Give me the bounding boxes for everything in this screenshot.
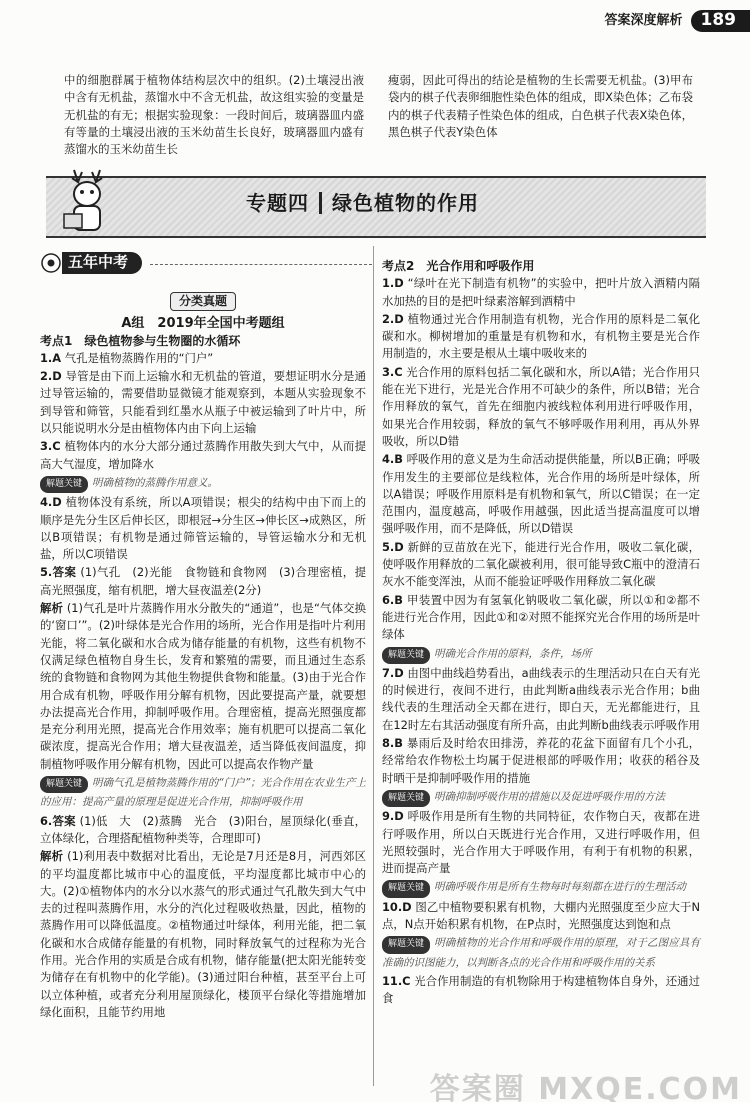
five-year-rule <box>150 264 372 265</box>
analysis-item: 解析 (1)气孔是叶片蒸腾作用水分散失的“通道”，也是“气体交换的‘窗口’”。(2)叶绿体是光合作用的场所，光合作用是指叶片利用光能，将二氧化碳和水合成为储存能量的有机物，这些有机物不仅满足绿色植物自身生长，发育和繁殖的需要，而且通过生态系统的食物链和食物网为其他生物提供食物和能量。(3)由于光合作用合成有机物，呼吸作用分解有机物，因此要提高产量，就要想办法提高光合作用，抑制呼吸作用。合理密植，提高光照强度都是充分利用光照，提高光合作用效率；施有机肥可以提高二氧化碳浓度，提高光合作用；增大昼夜温差，适当降低夜间温度，抑制植物呼吸作用分解有机物，因此可以提高农作物产量 <box>40 601 366 771</box>
right-column <box>382 258 700 1008</box>
five-year-tag <box>40 252 142 274</box>
answer-item: 11.C 光合作用制造的有机物除用于构建植物体自身外，还通过食 <box>382 973 700 1006</box>
flower-icon <box>40 252 62 274</box>
answer-item: 3.C 光合作用的原料包括二氧化碳和水，所以A错；光合作用只能在光下进行，光是光合作用不可缺少的条件，所以B错；光合作用释放的氧气，首先在细胞内被线粒体利用进行呼吸作用，如果光合作用较弱，释放的氧气不够呼吸作用利用，再从外界吸收，所以D错 <box>382 364 700 448</box>
category-pill: 分类真题 <box>170 292 236 311</box>
key-point-badge-icon: 解题关键 <box>382 936 430 953</box>
answer-item: 9.D 呼吸作用是所有生物的共同特征，农作物白天，夜都在进行呼吸作用，所以白天既进行光合作用，又进行呼吸作用，但光照较强时，光合作用大于呼吸作用，有利于有机物的积累，进而提高产量 <box>382 809 700 876</box>
key-point-note: 解题关键 明确气孔是植物蒸腾作用的“门户”；光合作用在农业生产上的应用：提高产量的原理是促进光合作用，抑制呼吸作用 <box>40 777 366 809</box>
key-point-note: 解题关键 明确抑制呼吸作用的措施以及促进呼吸作用的方法 <box>382 788 700 807</box>
group-heading: A组 2019年全国中考题组 <box>121 316 285 332</box>
answer-item: 3.C 植物体内的水分大部分通过蒸腾作用散失到大气中，从而提高大气湿度，增加降水 <box>40 439 366 471</box>
header-title: 答案深度解析 <box>604 13 683 29</box>
key-point-badge-icon: 解题关键 <box>382 647 430 664</box>
key-point-badge-icon: 解题关键 <box>382 790 430 807</box>
answer-item: 1.A 气孔是植物蒸腾作用的“门户” <box>40 350 214 365</box>
answer-item: 5.答案 (1)气孔 (2)光能 食物链和食物网 (3)合理密植，提高光照强度，缩有机肥，增大昼夜温差(2分) <box>40 565 367 597</box>
key-point-badge-icon: 解题关键 <box>382 880 430 897</box>
answer-item: 7.D 由图中曲线趋势看出，a曲线表示的生理活动只在白天有光的时候进行，夜间不进行，由此判断a曲线表示光合作用；b曲线代表的生理活动全天都在进行，即白天，无光都能进行，且在12时左右其活动强度有所升高，由此判断b曲线表示呼吸作用 <box>382 665 700 732</box>
column-divider <box>373 246 374 1086</box>
answer-item: 6.B 甲装置中因为有氢氧化钠吸收二氧化碳，所以①和②都不能进行光合作用，因此①和②对照不能探究光合作用的场所是叶绿体 <box>382 592 700 642</box>
answer-item: 4.B 呼吸作用的意义是为生命活动提供能量，所以B正确；呼吸作用发生的主要部位是线粒体，光合作用的场所是叶绿体，所以A错误；呼吸作用原料是有机物和氧气，所以C错误；在一定范围内，温度越高，呼吸作用越强，因此适当提高温度可以增强呼吸作用，而不是降低，所以D错误 <box>382 452 700 536</box>
answer-item: 1.D “绿叶在光下制造有机物”的实验中，把叶片放入酒精内隔水加热的目的是把叶绿素溶解到酒精中 <box>382 276 701 308</box>
answer-item: 5.D 新鲜的豆苗放在光下，能进行光合作用，吸收二氧化碳，使呼吸作用释放的二氧化碳被利用，很可能导致C瓶中的澄清石灰水不能变浑浊，从而不能验证呼吸作用释放二氧化碳 <box>382 539 700 589</box>
answer-item: 2.D 植物通过光合作用制造有机物，光合作用的原料是二氧化碳和水。柳树增加的重量是有机物和水，有机物主要是光合作用制造的，水主要是根从土壤中吸收来的 <box>382 311 700 361</box>
chapter-banner <box>46 176 706 238</box>
answer-item: 6.答案 (1)低 大 (2)蒸腾 光合 (3)阳台，屋顶绿化(垂直，立体绿化，合理搭配植物种类等，合理即可) <box>40 813 366 845</box>
watermark: 答案圈 MXQE.COM <box>429 1071 742 1102</box>
analysis-item: 解析 (1)利用表中数据对比看出，无论是7月还是8月，河西郊区的平均温度都比城市中心的温度低，平均湿度都比城市中心的大。(2)①植物体内的水分以水蒸气的形式通过气孔散失到大气中去的过程叫蒸腾作用，水分的汽化过程吸收热量，因此，植物的蒸腾作用可以降低温度。②植物通过叶绿体，利用光能，把二氧化碳和水合成储存能量的有机物，同时释放氧气的过程称为光合作用。光合作用的实质是合成有机物，储存能量(把太阳光能转变为储存在有机物中的化学能)。(3)通过阳台种植，甚至平台上可以立体种植，或者充分利用屋顶绿化，楼顶平台绿化等措施增加绿化面积，且能节约用地 <box>40 849 366 1019</box>
kaodian1-heading: 考点1 绿色植物参与生物圈的水循环 <box>40 333 241 348</box>
key-point-badge-icon: 解题关键 <box>40 776 88 793</box>
top-left-paragraph: 中的细胞群属于植物体结构层次中的组织。(2)土壤浸出液中含有无机盐，蒸馏水中不含无机盐，故这组实验的变量是无机盐的有无；根据实验现象：一段时间后，玻璃器皿内盛有等量的土壤浸出液的玉米幼苗生长良好，玻璃器皿内盛有蒸馏水的玉米幼苗生长 <box>64 73 364 157</box>
banner-topic-number: 专题四 <box>246 191 309 215</box>
key-point-badge-icon: 解题关键 <box>40 476 88 493</box>
top-left-text <box>64 72 364 159</box>
top-right-paragraph: 瘦弱，因此可得出的结论是植物的生长需要无机盐。(3)甲布袋内的棋子代表卵细胞性染色体的组成，即X染色体；乙布袋内的棋子代表精子性染色体的组成，白色棋子代表X染色体，黑色棋子代表Y染色体 <box>388 73 693 139</box>
deer-mascot-icon <box>56 164 120 238</box>
page-number: 189 <box>691 10 750 31</box>
top-right-text <box>388 72 693 142</box>
key-point-note: 解题关键 明确植物的蒸腾作用意义。 <box>40 474 366 493</box>
answer-item: 4.D 植物体没有系统，所以A项错误；根尖的结构中由下而上的顺序是先分生区后伸长区，即根冠→分生区→伸长区→成熟区，所以B项错误；有机物是通过筛管运输的，导管运输水分和无机盐，所以C项错误 <box>40 495 366 562</box>
answer-item: 10.D 图乙中植物要积累有机物，大棚内光照强度至少应大于N点，N点开始积累有机物，在P点时，光照强度达到饱和点 <box>382 899 700 931</box>
kaodian2-heading: 考点2 光合作用和呼吸作用 <box>382 259 535 273</box>
answer-item: 2.D 导管是由下而上运输水和无机盐的管道，要想证明水分是通过导管运输的，需要借助显微镜才能观察到，本题从实验现象不到导管和筛管，只能看到红墨水从瓶子中被运输到了叶片中，所以只能说明水分是由植物体内由下向上运输 <box>40 369 366 436</box>
banner-topic-name: 绿色植物的作用 <box>332 191 479 215</box>
key-point-note: 解题关键 明确光合作用的原料，条件，场所 <box>382 645 700 664</box>
left-column <box>40 292 366 1022</box>
banner-title <box>246 192 479 214</box>
page-header <box>604 6 750 36</box>
answer-item: 8.B 暴雨后及时给农田排涝，养花的花盆下面留有几个小孔，经常给农作物松土均属于促进根部的呼吸作用；收获的稻谷及时晒干是抑制呼吸作用的措施 <box>382 736 700 785</box>
key-point-note: 解题关键 明确植物的光合作用和呼吸作用的原理，对于乙图应具有准确的识图能力，以判断各点的光合作用和呼吸作用的关系 <box>382 937 700 969</box>
five-year-label: 五年中考 <box>62 252 142 273</box>
key-point-note: 解题关键 明确呼吸作用是所有生物每时每刻都在进行的生理活动 <box>382 878 700 897</box>
